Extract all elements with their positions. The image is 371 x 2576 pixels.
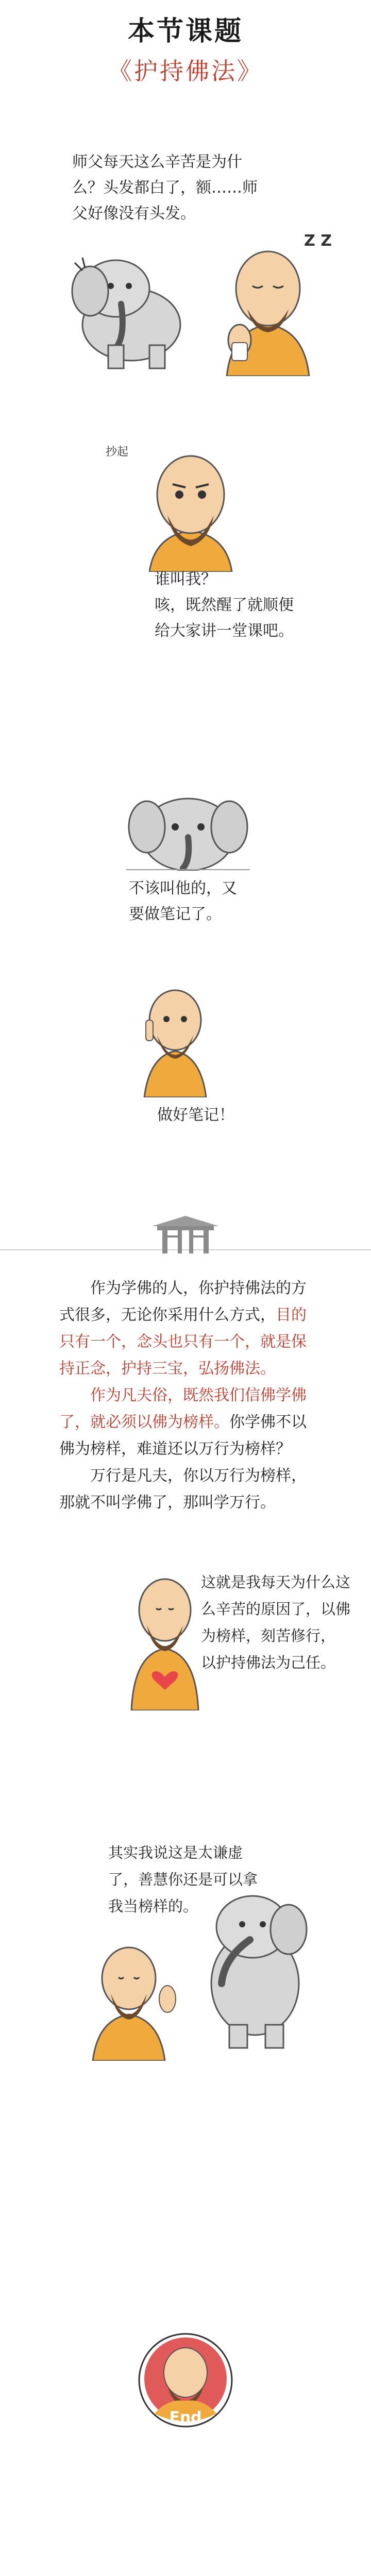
lesson-paragraph-2: 作为凡夫俗，既然我们信佛学佛了，就必须以佛为榜样。你学佛不以佛为榜样，难道还以万行为榜样？ — [59, 1386, 307, 1458]
lesson-paragraph-3: 万行是凡夫，你以万行为榜样，那就不叫学佛了，那叫学万行。 — [59, 1467, 307, 1512]
elephant-standing-illustration — [193, 1880, 312, 2050]
sleeping-monk-illustration — [216, 232, 319, 376]
panel3-text: 不该叫他的，又 要做笔记了。 — [129, 879, 237, 923]
lesson-paragraph-1: 作为学佛的人，你护持佛法的方式很多，无论你采用什么方式，目的只有一个，念头也只有一个，就是保持正念，护持三宝，弘扬佛法。 — [59, 1279, 307, 1378]
monk-heart-illustration — [126, 1566, 204, 1710]
panel6-text: 其实我说这是太谦虚 了，善慧你还是可以拿 我当榜样的。 — [108, 1844, 258, 1915]
panel2-text: 谁叫我？ 咳，既然醒了就顺便 给大家讲一堂课吧。 — [155, 570, 294, 640]
elephant-illustration — [59, 242, 193, 376]
end-label: End — [169, 2409, 202, 2427]
panel4-text: 做好笔记！ — [157, 1106, 234, 1124]
panel5-text: 这就是我每天为什么这 么辛苦的原因了，以佛 为榜样，刻苦修行， 以护持佛法为己任。 — [201, 1573, 351, 1671]
monk-pointing-illustration — [137, 979, 214, 1097]
page-subtitle: 《护持佛法》 — [108, 57, 263, 85]
temple-gate-icon — [149, 1213, 222, 1255]
panel1-text: 师父每天这么辛苦是为什 么？头发都白了，额……师 父好像没有头发。 — [72, 153, 258, 223]
elephant-peeking-illustration — [126, 778, 250, 871]
sleep-zzz: Z Z — [304, 232, 332, 250]
awake-monk-illustration — [139, 443, 242, 572]
page-title: 本节课题 — [127, 16, 243, 47]
panel2-label: 抄起 — [106, 446, 129, 459]
monk-waving-illustration — [85, 1937, 178, 2061]
lesson-body — [59, 1275, 317, 1516]
